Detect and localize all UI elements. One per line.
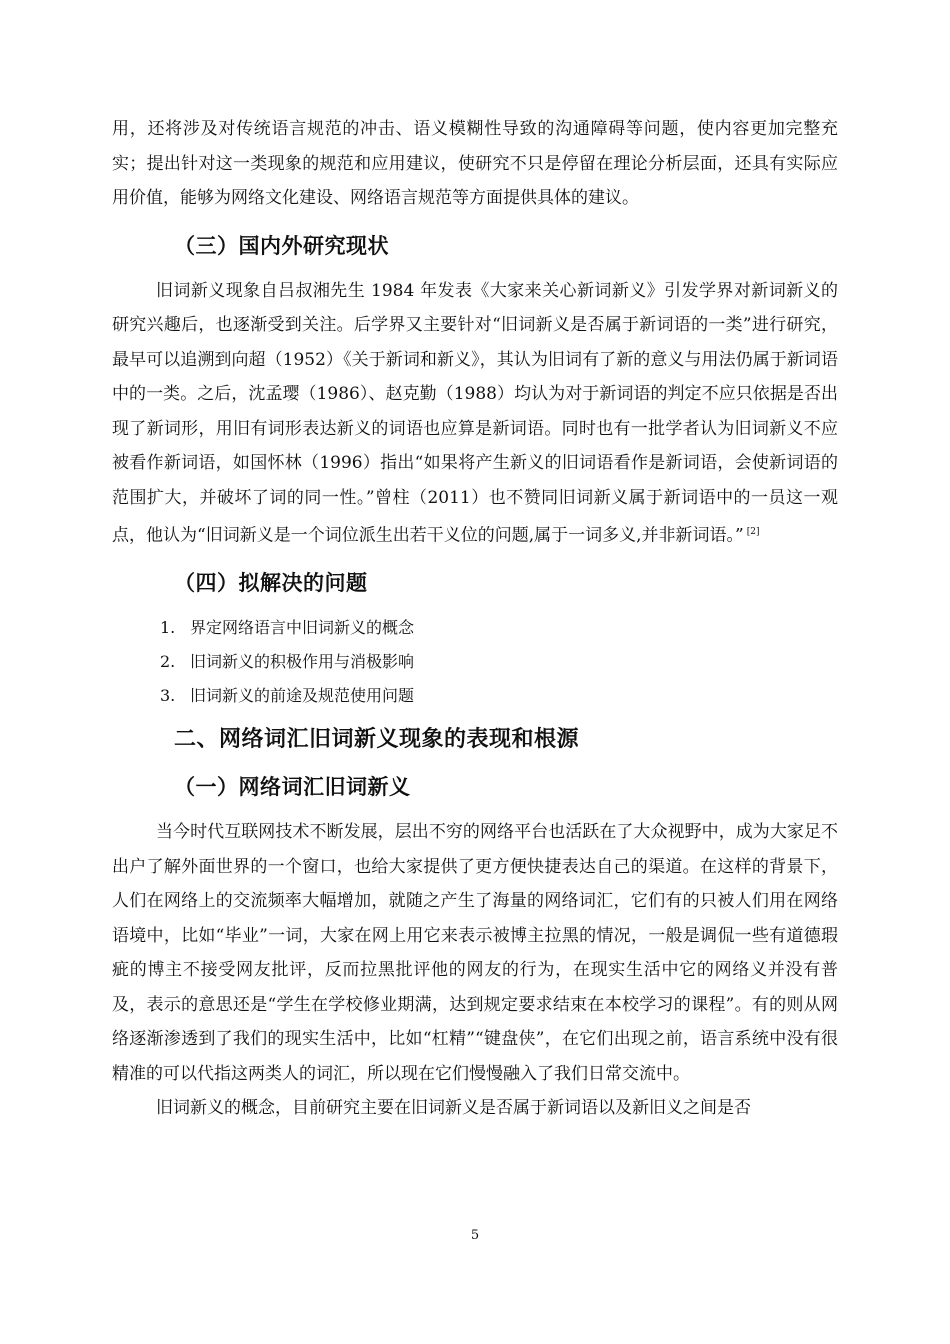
list-item-text: 旧词新义的积极作用与消极影响 — [190, 652, 415, 672]
list-item — [160, 611, 838, 645]
paragraph-research-status — [112, 274, 838, 554]
list-item — [160, 645, 838, 679]
paragraph-research-status-text: 旧词新义现象自吕叔湘先生 1984 年发表《大家来关心新词新义》引发学界对新词新义的研究兴趣后，也逐渐受到关注。后学界又主要针对“旧词新义是否属于新词语的一类”进行研究，最早可以追溯到向超（1952）《关于新词和新义》，其认为旧词有了新的意义与用法仍属于新词语中的一类。之后，沈孟璎（1986）、赵克勤（1988）均认为对于新词语的判定不应只依据是否出现了新词形，用旧有词形表达新义的词语也应算是新词语。同时也有一批学者认为旧词新义不应被看作新词语，如国怀林（1996）指出“如果将产生新义的旧词语看作是新词语，会使新词语的范围扩大，并破坏了词的同一性。”曾柱（2011）也不赞同旧词新义属于新词语中的一员这一观点，他认为“旧词新义是一个词位派生出若干义位的问题,属于一词多义,并非新词语。” — [112, 280, 838, 546]
list-item-number: 3. — [160, 686, 176, 706]
list-item-text: 旧词新义的前途及规范使用问题 — [190, 686, 415, 706]
heading-network-vocabulary: （一）网络词汇旧词新义 — [174, 775, 411, 800]
heading-section-two: 二、网络词汇旧词新义现象的表现和根源 — [174, 727, 580, 753]
page-content — [112, 112, 838, 1126]
paragraph-concept: 旧词新义的概念，目前研究主要在旧词新义是否属于新词语以及新旧义之间是否 — [156, 1098, 751, 1119]
list-item-number: 1. — [160, 618, 176, 638]
problems-list — [112, 611, 838, 713]
list-item — [160, 679, 838, 713]
paragraph-continued: 用，还将涉及对传统语言规范的冲击、语义模糊性导致的沟通障碍等问题，使内容更加完整充实；提出针对这一类现象的规范和应用建议，使研究不只是停留在理论分析层面，还具有实际应用价值，能够为网络文化建设、网络语言规范等方面提供具体的建议。 — [112, 119, 838, 208]
list-item-number: 2. — [160, 652, 176, 672]
heading-research-status: （三）国内外研究现状 — [174, 233, 389, 258]
citation-reference: [2] — [746, 527, 760, 537]
page-number: 5 — [470, 1228, 480, 1243]
heading-problems: （四）拟解决的问题 — [174, 571, 368, 596]
list-item-text: 界定网络语言中旧词新义的概念 — [190, 618, 415, 638]
paragraph-network-vocabulary: 当今时代互联网技术不断发展，层出不穷的网络平台也活跃在了大众视野中，成为大家足不出户了解外面世界的一个窗口，也给大家提供了更方便快捷表达自己的渠道。在这样的背景下，人们在网络上的交流频率大幅增加，就随之产生了海量的网络词汇，它们有的只被人们用在网络语境中，比如“毕业”一词，大家在网上用它来表示被博主拉黑的情况，一般是调侃一些有道德瑕疵的博主不接受网友批评，反而拉黑批评他的网友的行为，在现实生活中它的网络义并没有普及，表示的意思还是“学生在学校修业期满，达到规定要求结束在本校学习的课程”。有的则从网络逐渐渗透到了我们的现实生活中，比如“杠精”“键盘侠”，在它们出现之前，语言系统中没有很精准的可以代指这两类人的词汇，所以现在它们慢慢融入了我们日常交流中。 — [112, 822, 838, 1084]
